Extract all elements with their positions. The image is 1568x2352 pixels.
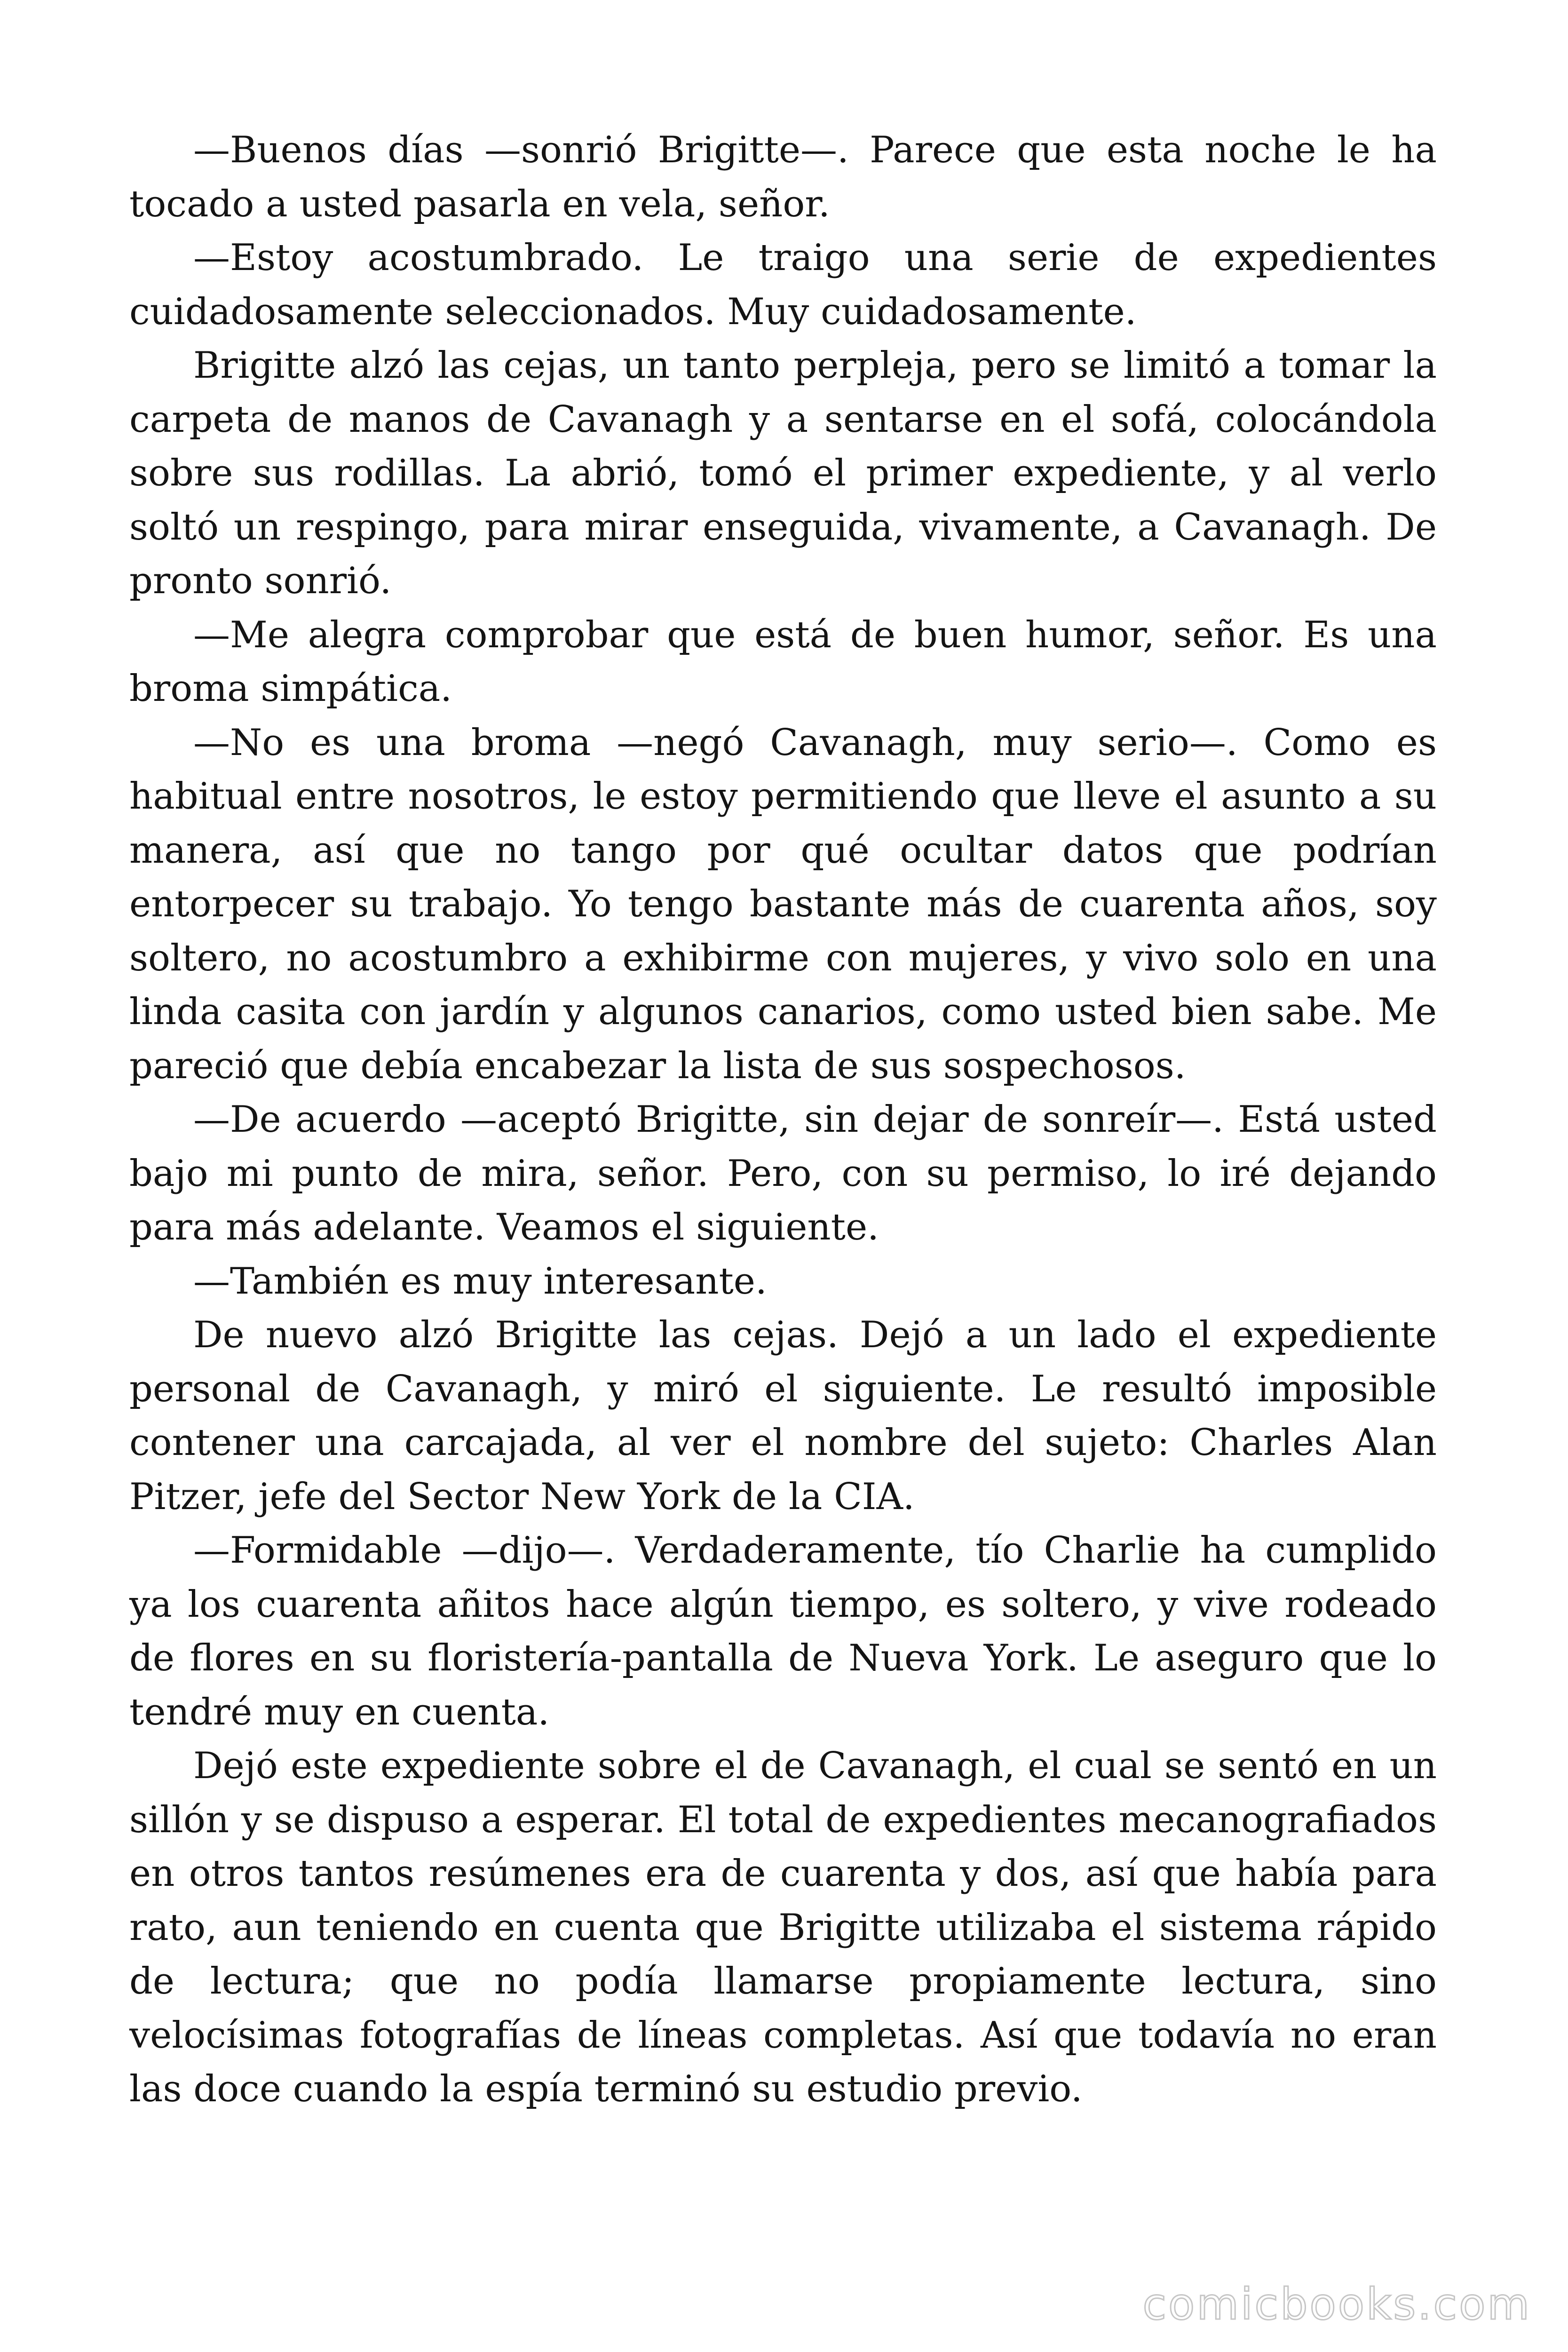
paragraph: —Buenos días —sonrió Brigitte—. Parece que esta noche le ha tocado a usted pasarla en vela, señor.	[129, 129, 1437, 225]
paragraph: —Estoy acostumbrado. Le traigo una serie de expedientes cuidadosamente seleccionados. Muy cuidadosamente.	[129, 237, 1437, 333]
paragraph: —También es muy interesante.	[193, 1260, 767, 1303]
watermark: comicbooks.com	[1142, 2279, 1531, 2329]
paragraph: —No es una broma —negó Cavanagh, muy serio—. Como es habitual entre nosotros, le estoy permitiendo que lleve el asunto a su manera, así que no tango por qué ocultar datos que podrían entorpecer su trabajo. Yo tengo bastante más de cuarenta años, soy soltero, no acostumbro a exhibirme con mujeres, y vivo solo en una linda casita con jardín y algunos canarios, como usted bien sabe. Me pareció que debía encabezar la lista de sus sospechosos.	[129, 721, 1437, 1087]
paragraph: —Formidable —dijo—. Verdaderamente, tío Charlie ha cumplido ya los cuarenta añitos hace algún tiempo, es soltero, y vive rodeado de flores en su floristería-pantalla de Nueva York. Le aseguro que lo tendré muy en cuenta.	[129, 1529, 1437, 1733]
paragraph: —Me alegra comprobar que está de buen humor, señor. Es una broma simpática.	[129, 613, 1437, 710]
paragraph: Brigitte alzó las cejas, un tanto perpleja, pero se limitó a tomar la carpeta de manos de Cavanagh y a sentarse en el sofá, colocándola sobre sus rodillas. La abrió, tomó el primer expediente, y al verlo soltó un respingo, para mirar enseguida, vivamente, a Cavanagh. De pronto sonrió.	[129, 344, 1437, 602]
paragraph: —De acuerdo —aceptó Brigitte, sin dejar de sonreír—. Está usted bajo mi punto de mira, señor. Pero, con su permiso, lo iré dejando para más adelante. Veamos el siguiente.	[129, 1098, 1437, 1248]
paragraph: De nuevo alzó Brigitte las cejas. Dejó a un lado el expediente personal de Cavanagh, y miró el siguiente. Le resultó imposible contener una carcajada, al ver el nombre del sujeto: Charles Alan Pitzer, jefe del Sector New York de la CIA.	[129, 1314, 1437, 1518]
paragraph: Dejó este expediente sobre el de Cavanagh, el cual se sentó en un sillón y se dispuso a esperar. El total de expedientes mecanografiados en otros tantos resúmenes era de cuarenta y dos, así que había para rato, aun teniendo en cuenta que Brigitte utilizaba el sistema rápido de lectura; que no podía llamarse propiamente lectura, sino velocísimas fotografías de líneas completas. Así que todavía no eran las doce cuando la espía terminó su estudio previo.	[129, 1745, 1437, 2110]
body-text	[129, 123, 1437, 2116]
